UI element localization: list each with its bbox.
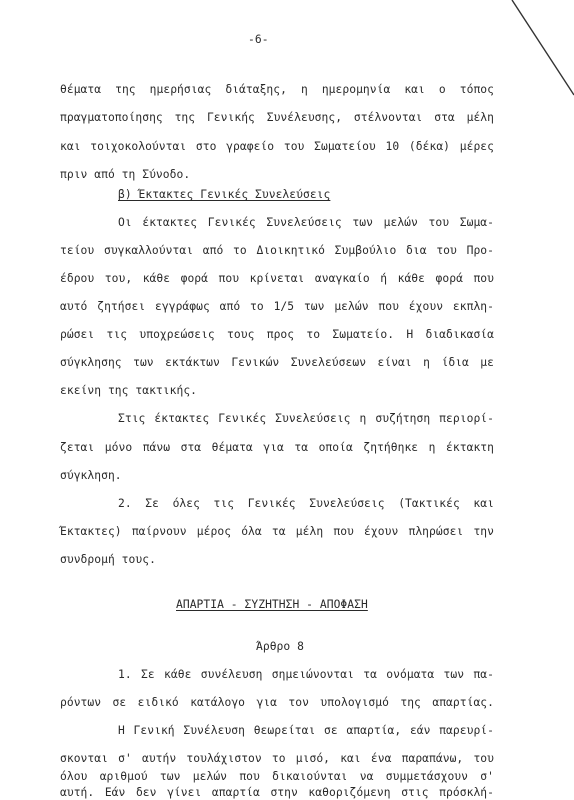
text-line: εκείνη της τακτικής. (60, 384, 198, 397)
text-line: Έκτακτες) παίρνουν μέρος όλα τα μέλη που έχουν πληρώσει την (60, 525, 494, 538)
text-line: σύγκληση. (60, 469, 122, 482)
text-line: σύγκλησης των εκτάκτων Γενικών Συνελεύσεων είναι η ίδια με (60, 356, 494, 369)
text-line: ζεται μόνο πάνω στα θέματα για τα οποία ζητήθηκε η έκτακτη (60, 441, 494, 454)
text-line: σκονται σ' αυτήν τουλάχιστον το μισό, και ένα παραπάνω, του (60, 752, 494, 765)
text-line: ρόντων σε ειδικό κατάλογο για τον υπολογισμό της απαρτίας. (60, 696, 494, 709)
text-line: πραγματοποίησης της Γενικής Συνέλευσης, στέλνονται στα μέλη (60, 111, 494, 124)
article-title: Άρθρο 8 (256, 640, 304, 653)
page-number: -6- (248, 33, 269, 46)
text-line: έδρου του, κάθε φορά που κρίνεται αναγκαίο ή κάθε φορά που (60, 272, 494, 285)
text-line: 1. Σε κάθε συνέλευση σημειώνονται τα ονόματα των πα- (118, 668, 494, 681)
text-line: αυτό ζητήσει εγγράφως από το 1/5 των μελών που έχουν εκπλη- (60, 300, 494, 313)
text-line: πριν από τη Σύνοδο. (60, 168, 191, 181)
text-line: όλου αριθμού των μελών που δικαιούνται να συμμετάσχουν σ' (60, 770, 494, 783)
scan-edge-line (504, 0, 574, 800)
text-line: τείου συγκαλλούνται από το Διοικητικό Συμβούλιο δια του Προ- (60, 244, 494, 257)
text-line: θέματα της ημερήσιας διάταξης, η ημερομηνία και ο τόπος (60, 83, 494, 96)
text-line: Στις έκτακτες Γενικές Συνελεύσεις η συζήτηση περιορί- (118, 412, 494, 425)
section-heading: ΑΠΑΡΤΙΑ - ΣΥΖΗΤΗΣΗ - ΑΠΟΦΑΣΗ (176, 598, 368, 611)
text-line: και τοιχοκολούνται στο γραφείο του Σωματείου 10 (δέκα) μέρες (60, 140, 494, 153)
text-line: Η Γενική Συνέλευση θεωρείται σε απαρτία, εάν παρευρί- (118, 724, 494, 737)
text-line: αυτή. Εάν δεν γίνει απαρτία στην καθοριζόμενη στις πρόσκλή- (60, 786, 494, 799)
section-subheading: β) Έκτακτες Γενικές Συνελεύσεις (118, 188, 331, 201)
text-line: συνδρομή τους. (60, 553, 156, 566)
text-line: ρώσει τις υποχρεώσεις τους προς το Σωματείο. Η διαδικασία (60, 328, 494, 341)
text-line: 2. Σε όλες τις Γενικές Συνελεύσεις (Τακτικές και (118, 497, 494, 510)
text-line: Οι έκτακτες Γενικές Συνελεύσεις των μελών του Σωμα- (118, 216, 494, 229)
